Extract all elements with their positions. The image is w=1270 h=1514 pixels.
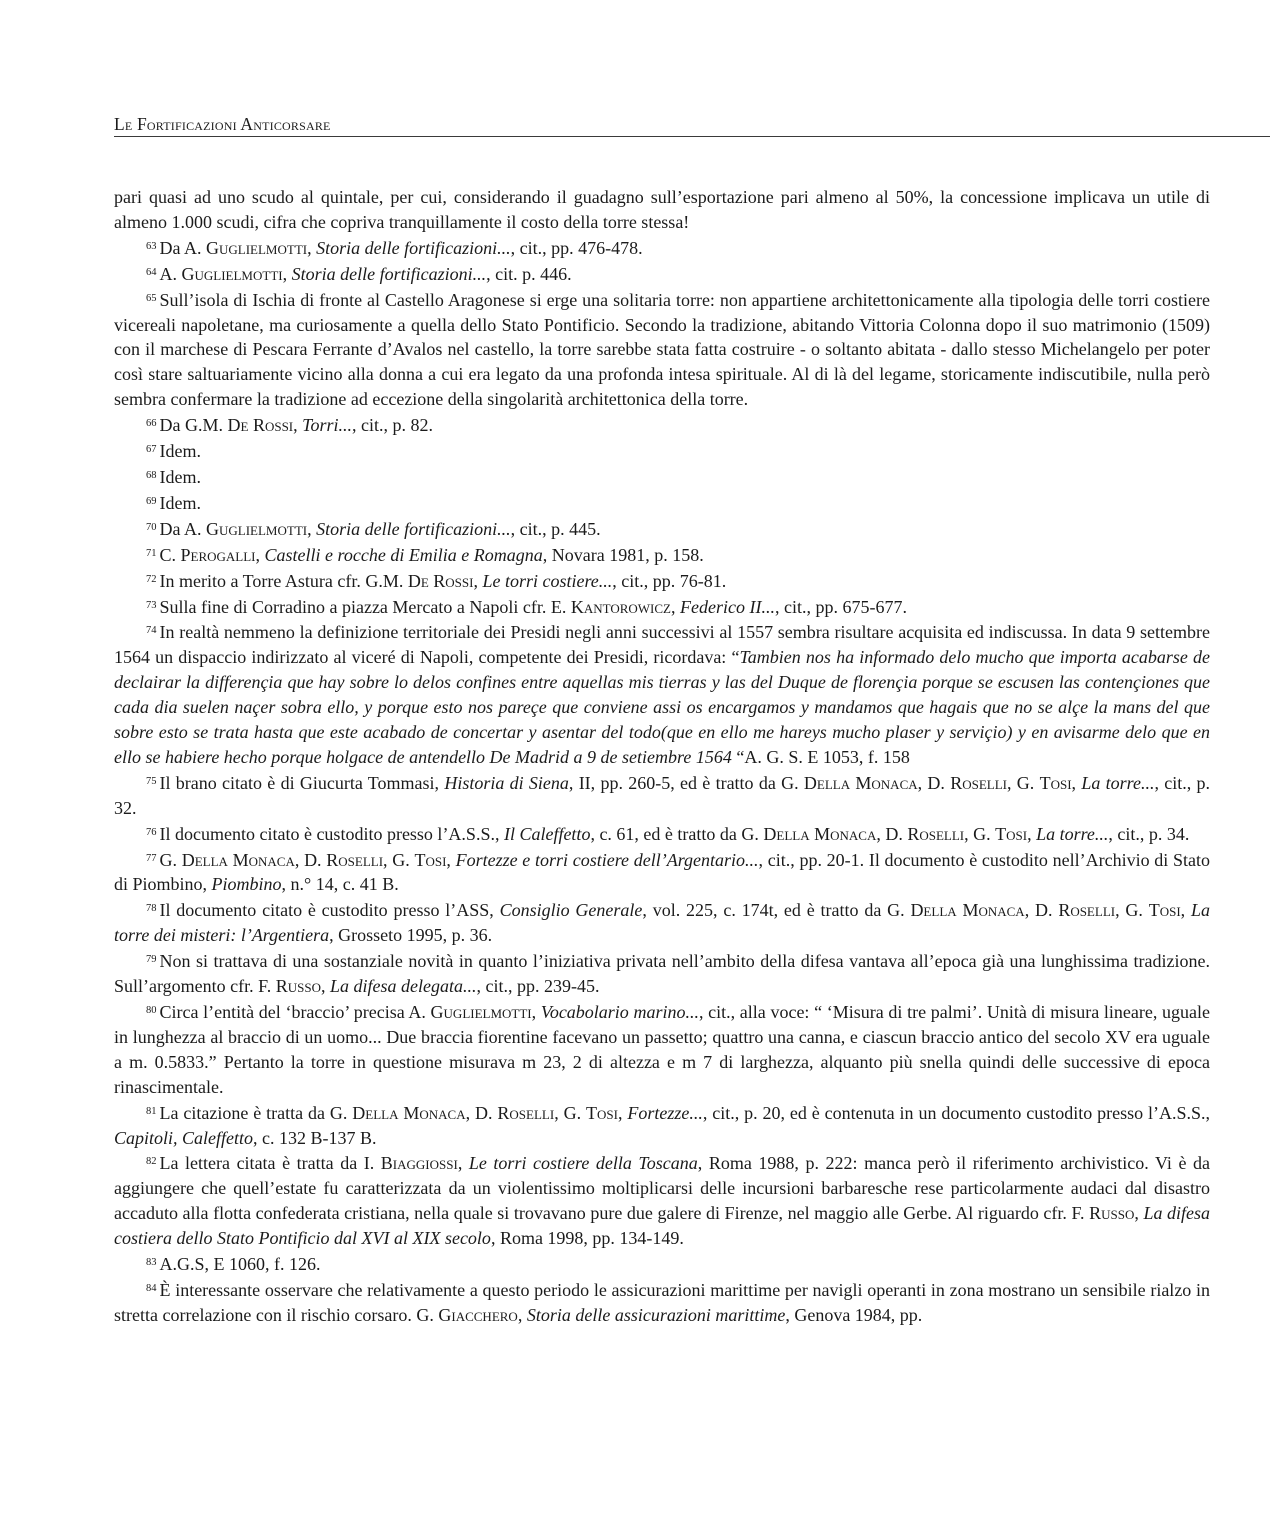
footnote-76 (114, 821, 1210, 847)
text-segment: , (1180, 900, 1191, 921)
text-segment: Idem. (159, 492, 201, 513)
italic-title: Historia di Siena (444, 772, 569, 793)
text-segment: , Novara 1981, p. 158. (542, 544, 704, 565)
footnote-65 (114, 287, 1210, 413)
text-segment: , (1134, 1203, 1144, 1224)
text-segment: , cit., p. 82. (352, 415, 433, 436)
italic-title: Le torri costiere... (482, 570, 613, 591)
footnote-number: 71 (146, 547, 157, 559)
italic-title: Il Caleffetto (503, 823, 591, 844)
italic-title: Consiglio Generale (499, 900, 643, 921)
text-segment: , D. (294, 849, 327, 870)
text-segment: , cit., p. 32. (114, 772, 1211, 818)
footnote-73 (114, 594, 1210, 620)
footnote-72 (114, 568, 1210, 594)
footnote-number: 70 (146, 521, 157, 533)
text-segment: Il documento citato è custodito presso l’ASS, (159, 900, 500, 921)
italic-title: Fortezze e torri costiere dell’Argentario... (455, 849, 759, 870)
author-name: Tosi (414, 849, 447, 870)
text-segment: , (255, 544, 265, 565)
footnote-number: 68 (146, 469, 157, 481)
italic-title: Storia delle assicurazioni marittime (526, 1304, 786, 1325)
text-segment: , (446, 849, 456, 870)
text-segment: , cit. p. 446. (486, 263, 572, 284)
footnote-number: 83 (146, 1257, 157, 1269)
text-segment: , G. (1007, 772, 1040, 793)
author-name: Tosi (585, 1102, 618, 1123)
text-segment: , D. (876, 823, 908, 844)
text-segment: , (307, 518, 317, 539)
author-name: Russo (275, 976, 321, 997)
text-segment: La citazione è tratta da G. (159, 1102, 353, 1123)
footnote-83 (114, 1251, 1210, 1277)
text-segment: , G. (964, 823, 996, 844)
text-segment: È interessante osservare che relativamente a questo periodo le assicurazioni marittime per navigli operanti in zona mostrano un sensibile rialzo in stretta correlazione con il rischio corsaro. G. (114, 1279, 1210, 1325)
footnotes-body (114, 185, 1210, 1328)
text-segment: Sulla fine di Corradino a piazza Mercato a Napoli cfr. E. (159, 596, 571, 617)
text-segment: , (293, 415, 303, 436)
text-segment: , cit., pp. 20-1. Il documento è custodito nell’Archivio di Stato di Piombino, (114, 849, 1210, 895)
footnote-64 (114, 261, 1210, 287)
footnote-number: 65 (146, 292, 157, 304)
text-segment: , (282, 263, 292, 284)
footnote-67 (114, 438, 1210, 464)
footnote-number: 81 (146, 1105, 157, 1117)
footnote-68 (114, 464, 1210, 490)
footnote-78 (114, 897, 1210, 948)
text-segment: , (617, 1102, 628, 1123)
author-name: Roselli (907, 823, 965, 844)
author-name: Tosi (1148, 900, 1181, 921)
text-segment: A. (159, 263, 182, 284)
author-name: Roselli (326, 849, 384, 870)
author-name: Della Monaca (763, 823, 877, 844)
text-segment: Non si trattava di una sostanziale novità in quanto l’iniziativa privata nell’ambito della difesa vantava all’epoca già una lunghissima tradizione. Sull’argomento cfr. F. (114, 951, 1210, 997)
italic-title: La torre... (1081, 772, 1155, 793)
text-segment: , G. (1115, 900, 1149, 921)
footnote-79 (114, 948, 1210, 999)
text-segment: , (671, 596, 680, 617)
author-name: Della Monaca (910, 900, 1025, 921)
text-segment: In realtà nemmeno la definizione territoriale dei Presidi negli anni successivi al 1557 sembra risultare acquisita ed indiscussa. In data 9 settembre 1564 un dispaccio indirizzato al viceré di Napoli, competente dei Presidi, ricordava: “ (114, 622, 1210, 668)
author-name: Guglielmotti (181, 263, 283, 284)
author-name: Giacchero (438, 1304, 518, 1325)
footnote-75 (114, 770, 1210, 821)
footnote-number: 72 (146, 573, 157, 585)
footnote-74 (114, 619, 1210, 769)
author-name: Russo (1089, 1203, 1135, 1224)
text-segment: , Roma 1998, pp. 134-149. (490, 1228, 684, 1249)
footnote-number: 79 (146, 954, 157, 966)
text-segment: Idem. (159, 441, 201, 462)
text-segment: , (1071, 772, 1082, 793)
author-name: Guglielmotti (430, 1002, 532, 1022)
author-name: Perogalli (180, 544, 256, 565)
text-segment: , Genova 1984, pp. (785, 1304, 923, 1325)
text-segment: In merito a Torre Astura cfr. G.M. (159, 570, 408, 591)
footnote-84 (114, 1277, 1210, 1328)
text-segment: Il brano citato è di Giucurta Tommasi, (159, 772, 445, 793)
footnote-71 (114, 542, 1210, 568)
footnote-70 (114, 516, 1210, 542)
italic-title: Capitoli, Caleffetto (114, 1127, 253, 1148)
footnote-number: 73 (146, 599, 157, 611)
author-name: Kantorowicz (570, 596, 671, 617)
author-name: De Rossi (407, 570, 474, 591)
footnote-number: 69 (146, 495, 157, 507)
text-segment: , D. (917, 772, 951, 793)
footnote-66 (114, 412, 1210, 438)
author-name: Biaggiossi (380, 1153, 458, 1174)
text-segment: , Roma 1988, p. 222: manca però il riferimento archivistico. Vi è da aggiungere che quell’estate fu caratterizzata da un violentissimo moltiplicarsi delle incursioni barbaresche rese particolarmente audaci dal disastro accaduto alla flotta confederata cristiana, nella quale si trovavano pure due galere di Firenze, nel maggio alle Gerbe. Al riguardo cfr. F. (114, 1153, 1210, 1224)
running-header-title: Le Fortificazioni Anticorsare (114, 114, 331, 134)
text-segment: pari quasi ad uno scudo al quintale, per cui, considerando il guadagno sull’esportazione pari almeno al 50%, la concessione implicava un utile di almeno 1.000 scudi, cifra che copriva tranquillamente il costo della torre stessa! (114, 187, 1210, 232)
italic-title: Tambien nos ha informado delo mucho que importa acabarse de declairar la differençia que hay sobre lo delos confines entre aquellas mis tierras y las del Duque de florençia porque se escusen las contençiones que cada dia suelen naçer sobra ello, y porque esto nos pareçe que conviene assi os encargamos y mandamos que hagais que no se alçe la mans del que sobre esto se trata hasta que este acabado de concertar y asentar del todo(que en ello me hareys mucho plaser y serviçio) y en avisarme delo que en ello se habiere hecho porque holgace de antendello De Madrid a 9 de setiembre 1564 (114, 647, 1210, 767)
italic-title: La torre... (1036, 823, 1109, 844)
text-segment: , Grosseto 1995, p. 36. (329, 925, 493, 946)
text-segment: , cit., pp. 239-45. (476, 976, 600, 997)
footnote-69 (114, 490, 1210, 516)
continued-paragraph (114, 185, 1210, 235)
author-name: Della Monaca (352, 1102, 466, 1123)
footnote-number: 82 (146, 1156, 157, 1168)
text-segment: Da A. (159, 518, 206, 539)
text-segment: , G. (383, 849, 415, 870)
author-name: De Rossi (227, 415, 294, 436)
italic-title: La difesa delegata... (329, 976, 477, 997)
text-segment: C. (159, 544, 181, 565)
italic-title: La torre dei misteri: l’Argentiera (114, 900, 1210, 946)
text-segment: , (531, 1002, 541, 1022)
text-segment: La lettera citata è tratta da I. (159, 1153, 381, 1174)
footnote-number: 63 (146, 240, 157, 252)
footnote-number: 84 (146, 1282, 157, 1294)
author-name: Roselli (950, 772, 1007, 793)
text-segment: , II, pp. 260-5, ed è tratto da G. (568, 772, 804, 793)
text-segment: A.G.S, E 1060, f. 126. (159, 1254, 321, 1275)
author-name: Guglielmotti (206, 237, 308, 258)
text-segment: , (517, 1304, 527, 1325)
text-segment: , vol. 225, c. 174t, ed è tratto da G. (642, 900, 911, 921)
text-segment: , c. 132 B-137 B. (253, 1127, 377, 1148)
italic-title: Storia delle fortificazioni... (291, 263, 487, 284)
author-name: Roselli (497, 1102, 555, 1123)
text-segment: , cit., p. 445. (510, 518, 601, 539)
footnote-number: 67 (146, 444, 157, 456)
author-name: Guglielmotti (206, 518, 308, 539)
text-segment: , D. (465, 1102, 498, 1123)
text-segment: Da G.M. (159, 415, 228, 436)
text-segment: , c. 61, ed è tratto da G. (590, 823, 764, 844)
text-segment: “A. G. S. E 1053, f. 158 (736, 746, 910, 767)
italic-title: Piombino (211, 874, 282, 895)
italic-title: Castelli e rocche di Emilia e Romagna (264, 544, 543, 565)
italic-title: Storia delle fortificazioni... (316, 518, 511, 539)
italic-title: Le torri costiere della Toscana (468, 1153, 698, 1174)
footnote-82 (114, 1150, 1210, 1251)
italic-title: Federico II... (680, 596, 775, 617)
footnote-number: 76 (146, 826, 157, 838)
text-segment: Sull’isola di Ischia di fronte al Castello Aragonese si erge una solitaria torre: non appartiene architettonicamente alla tipologia delle torri costiere vicereali napoletane, ma curiosamente a quella dello Stato Pontificio. Secondo la tradizione, abitando Vittoria Colonna dopo il suo matrimonio (1509) con il marchese di Pescara Ferrante d’Avalos nel castello, la torre sarebbe stata fatta costruire - o soltanto abitata - dallo stesso Michelangelo per poter così stare saltuariamente vicino alla donna a cui era legato da una profonda intesa spirituale. Al di là del legame, storicamente indiscutibile, nulla però sembra confermare la tradizione ad eccezione della singolarità architettonica della torre. (114, 289, 1210, 410)
text-segment: , cit., pp. 476-478. (510, 237, 643, 258)
author-name: Della Monaca (803, 772, 918, 793)
text-segment: , cit., alla voce: “ ‘Misura di tre palmi’. Unità di misura lineare, uguale in lunghezza al braccio di un uomo... Due braccia fiorentine facevano un passetto; quattro una canna, e ciascun braccio antico del secolo XV era uguale a m. 0.5833.” Pertanto la torre in questione misurava m 23, 2 di altezza e m 7 di larghezza, alquanto più snella quindi delle successive di epoca rinascimentale. (114, 1002, 1210, 1097)
italic-title: Fortezze... (627, 1102, 703, 1123)
text-segment: Idem. (159, 466, 201, 487)
text-segment: , n.° 14, c. 41 B. (281, 874, 399, 895)
footnote-number: 78 (146, 903, 157, 915)
footnote-81 (114, 1100, 1210, 1151)
text-segment: , G. (554, 1102, 586, 1123)
text-segment: , D. (1024, 900, 1059, 921)
text-segment: , cit., p. 34. (1108, 823, 1190, 844)
footnote-number: 66 (146, 418, 157, 430)
author-name: Roselli (1058, 900, 1116, 921)
author-name: Tosi (1039, 772, 1072, 793)
italic-title: Torri... (302, 415, 352, 436)
footnote-number: 80 (146, 1005, 157, 1016)
footnote-number: 77 (146, 852, 157, 864)
text-segment: , cit., p. 20, ed è contenuta in un documento custodito presso l’A.S.S., (702, 1102, 1211, 1123)
footnote-number: 74 (146, 625, 157, 637)
italic-title: Vocabolario marino... (540, 1002, 699, 1022)
author-name: Tosi (995, 823, 1028, 844)
footnote-80 (114, 999, 1210, 1100)
text-segment: , (320, 976, 330, 997)
text-segment: G. (159, 849, 182, 870)
footnote-63 (114, 235, 1210, 261)
text-segment: Circa l’entità del ‘braccio’ precisa A. (159, 1002, 431, 1022)
footnote-number: 75 (146, 775, 157, 787)
text-segment: , (473, 570, 483, 591)
footnote-77 (114, 847, 1210, 898)
italic-title: La difesa costiera dello Stato Pontificio dal XVI al XIX secolo (114, 1203, 1211, 1249)
text-segment: , (457, 1153, 469, 1174)
text-segment: Il documento citato è custodito presso l’A.S.S., (159, 823, 504, 844)
text-segment: , (307, 237, 317, 258)
text-segment: , (1027, 823, 1037, 844)
text-segment: Da A. (159, 237, 206, 258)
footnote-number: 64 (146, 266, 157, 278)
text-segment: , cit., pp. 675-677. (774, 596, 907, 617)
author-name: Della Monaca (181, 849, 295, 870)
running-header (114, 112, 1270, 137)
text-segment: , cit., pp. 76-81. (612, 570, 727, 591)
italic-title: Storia delle fortificazioni... (316, 237, 511, 258)
